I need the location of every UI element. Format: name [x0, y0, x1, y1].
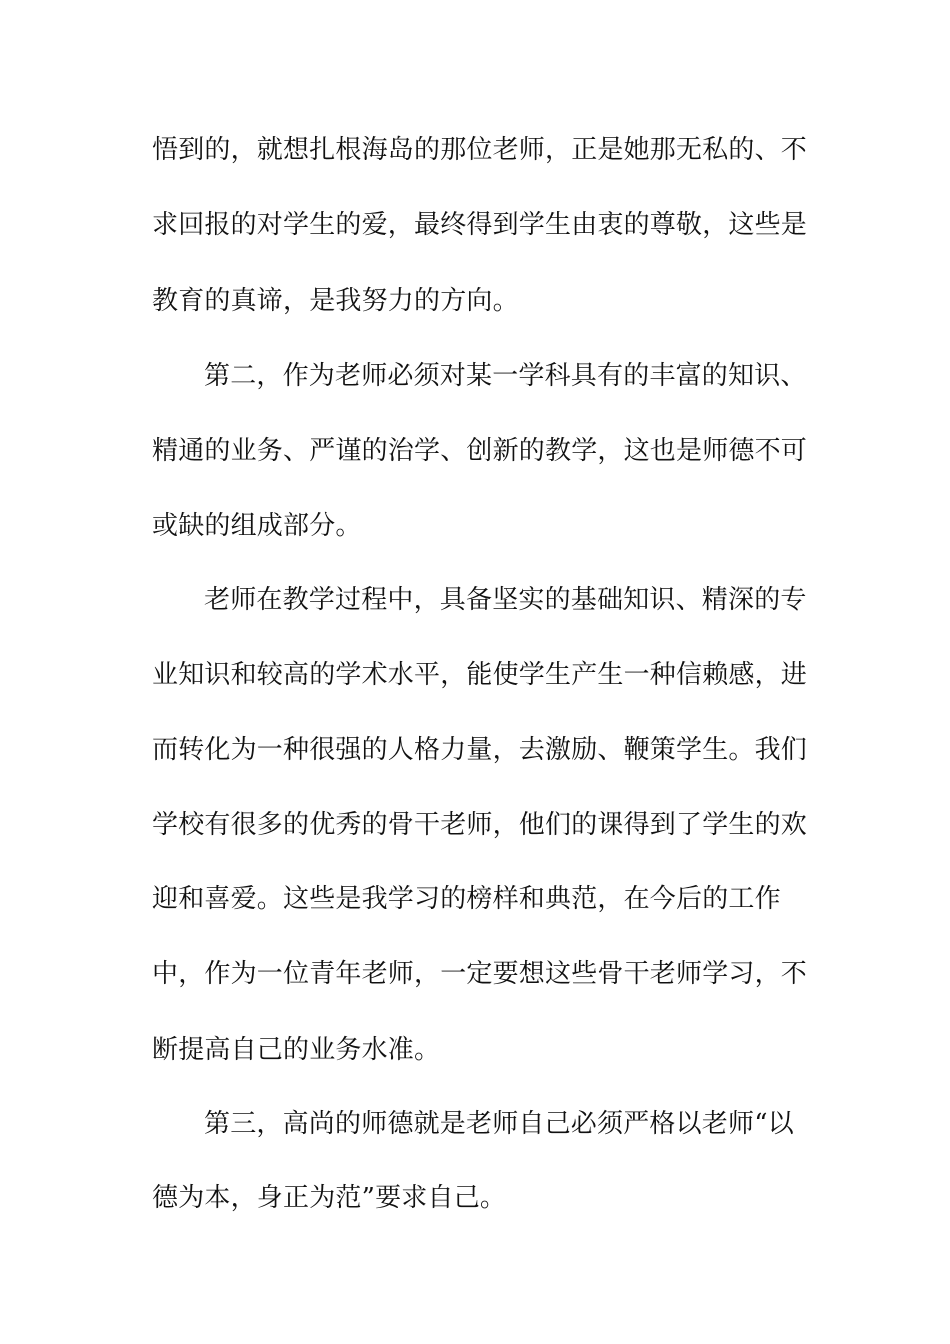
text-line-6: 或缺的组成部分。 — [152, 511, 362, 541]
text-line-2: 求回报的对学生的爱，最终得到学生由衷的尊敬，这些是 — [152, 210, 808, 240]
text-line-15: 德为本，身正为范”要求自己。 — [152, 1183, 507, 1213]
text-line-12: 中，作为一位青年老师，一定要想这些骨干老师学习，不 — [152, 959, 808, 989]
text-line-7: 老师在教学过程中，具备坚实的基础知识、精深的专 — [204, 585, 807, 615]
text-line-8: 业知识和较高的学术水平，能使学生产生一种信赖感，进 — [152, 660, 808, 690]
text-line-14: 第三，高尚的师德就是老师自己必须严格以老师“以 — [204, 1109, 794, 1139]
text-line-10: 学校有很多的优秀的骨干老师，他们的课得到了学生的欢 — [152, 810, 808, 840]
text-line-5: 精通的业务、严谨的治学、创新的教学，这也是师德不可 — [152, 436, 808, 466]
text-line-1: 悟到的，就想扎根海岛的那位老师，正是她那无私的、不 — [152, 135, 808, 165]
text-line-4: 第二，作为老师必须对某一学科具有的丰富的知识、 — [204, 361, 807, 391]
text-line-13: 断提高自己的业务水准。 — [152, 1035, 441, 1065]
text-line-9: 而转化为一种很强的人格力量，去激励、鞭策学生。我们 — [152, 735, 808, 765]
text-line-3: 教育的真谛，是我努力的方向。 — [152, 286, 519, 316]
text-line-11: 迎和喜爱。这些是我学习的榜样和典范，在今后的工作 — [152, 884, 781, 914]
